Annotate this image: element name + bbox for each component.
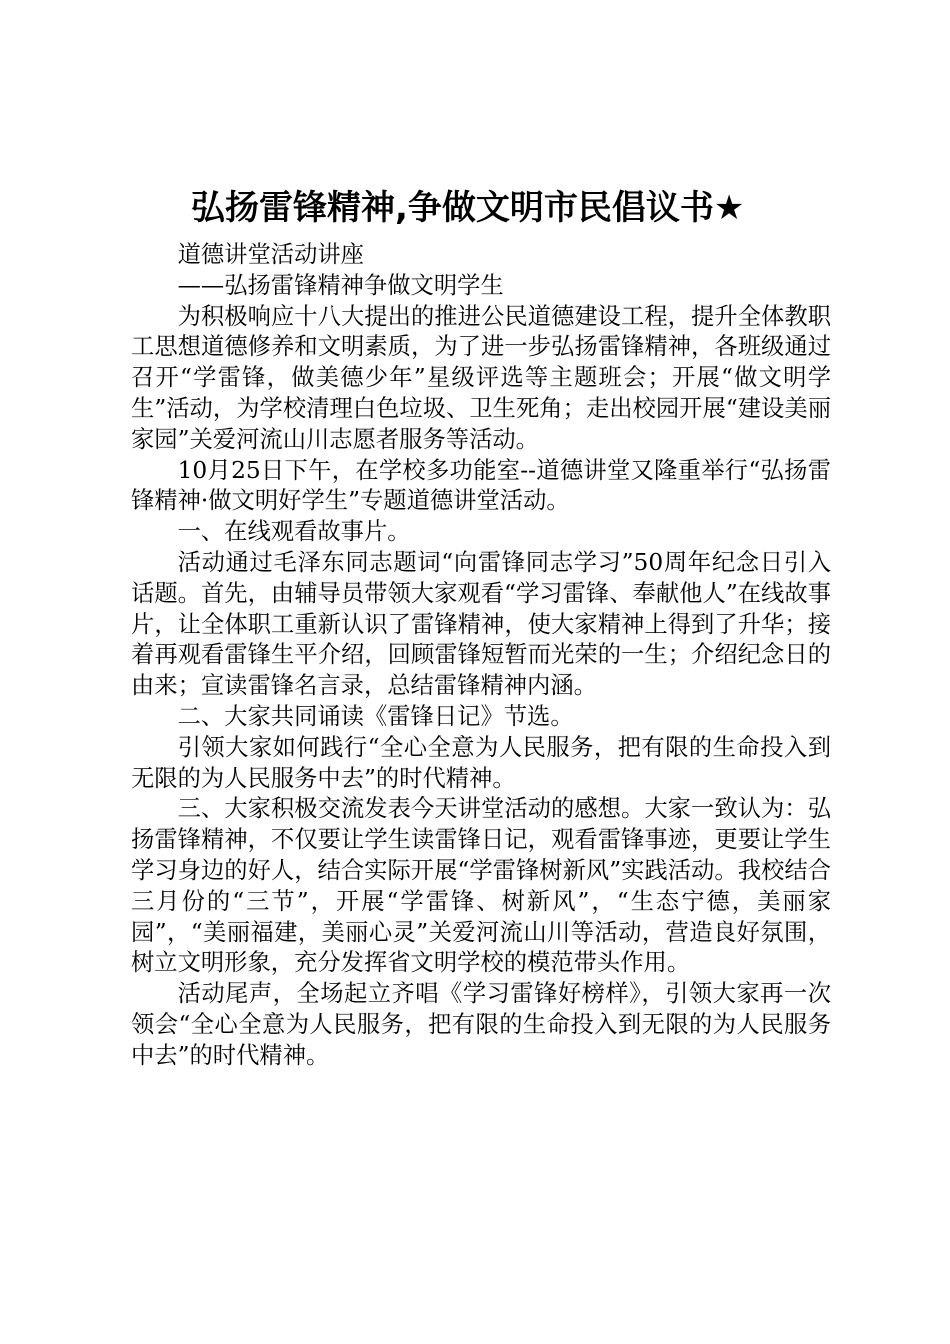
- section-heading: 二、大家共同诵读《雷锋日记》节选。: [177, 702, 574, 730]
- document-body: [131, 182, 831, 1072]
- subtitle-theme-line: ——弘扬雷锋精神争做文明学生: [177, 271, 504, 299]
- section-heading: 一、在线观看故事片。: [177, 518, 411, 546]
- body-paragraph: 三、大家积极交流发表今天讲堂活动的感想。大家一致认为：弘扬雷锋精神，不仅要让学生读雷锋日记，观看雷锋事迹，更要让学生学习身边的好人，结合实际开展“学雷锋树新风”实践活动。我校结合三月份的“三节”，开展“学雷锋、树新风”，“生态宁德，美丽家园”，“美丽福建，美丽心灵”关爱河流山川等活动，营造良好氛围，树立文明形象，充分发挥省文明学校的模范带头作用。: [131, 795, 831, 977]
- document-title: 弘扬雷锋精神,争做文明市民倡议书★: [191, 188, 745, 228]
- subtitle-line: 道德讲堂活动讲座: [177, 241, 364, 268]
- body-paragraph: 活动通过毛泽东同志题词“向雷锋同志学习”50周年纪念日引入话题。首先，由辅导员带领大家观看“学习雷锋、奉献他人”在线故事片，让全体职工重新认识了雷锋精神，使大家精神上得到了升华；接着再观看雷锋生平介绍，回顾雷锋短暂而光荣的一生；介绍纪念日的由来；宣读雷锋名言录，总结雷锋精神内涵。: [131, 548, 831, 700]
- body-paragraph: 引领大家如何践行“全心全意为人民服务，把有限的生命投入到无限的为人民服务中去”的时代精神。: [131, 733, 831, 792]
- body-paragraph: 10月25日下午，在学校多功能室--道德讲堂又隆重举行“弘扬雷锋精神·做文明好学生”专题道德讲堂活动。: [131, 456, 831, 515]
- body-paragraph: 为积极响应十八大提出的推进公民道德建设工程，提升全体教职工思想道德修养和文明素质，为了进一步弘扬雷锋精神，各班级通过召开“学雷锋，做美德少年”星级评选等主题班会；开展“做文明学生”活动，为学校清理白色垃圾、卫生死角；走出校园开展“建设美丽家园”关爱河流山川志愿者服务等活动。: [131, 302, 831, 453]
- body-paragraph: 活动尾声，全场起立齐唱《学习雷锋好榜样》，引领大家再一次领会“全心全意为人民服务，把有限的生命投入到无限的为人民服务中去”的时代精神。: [131, 980, 831, 1069]
